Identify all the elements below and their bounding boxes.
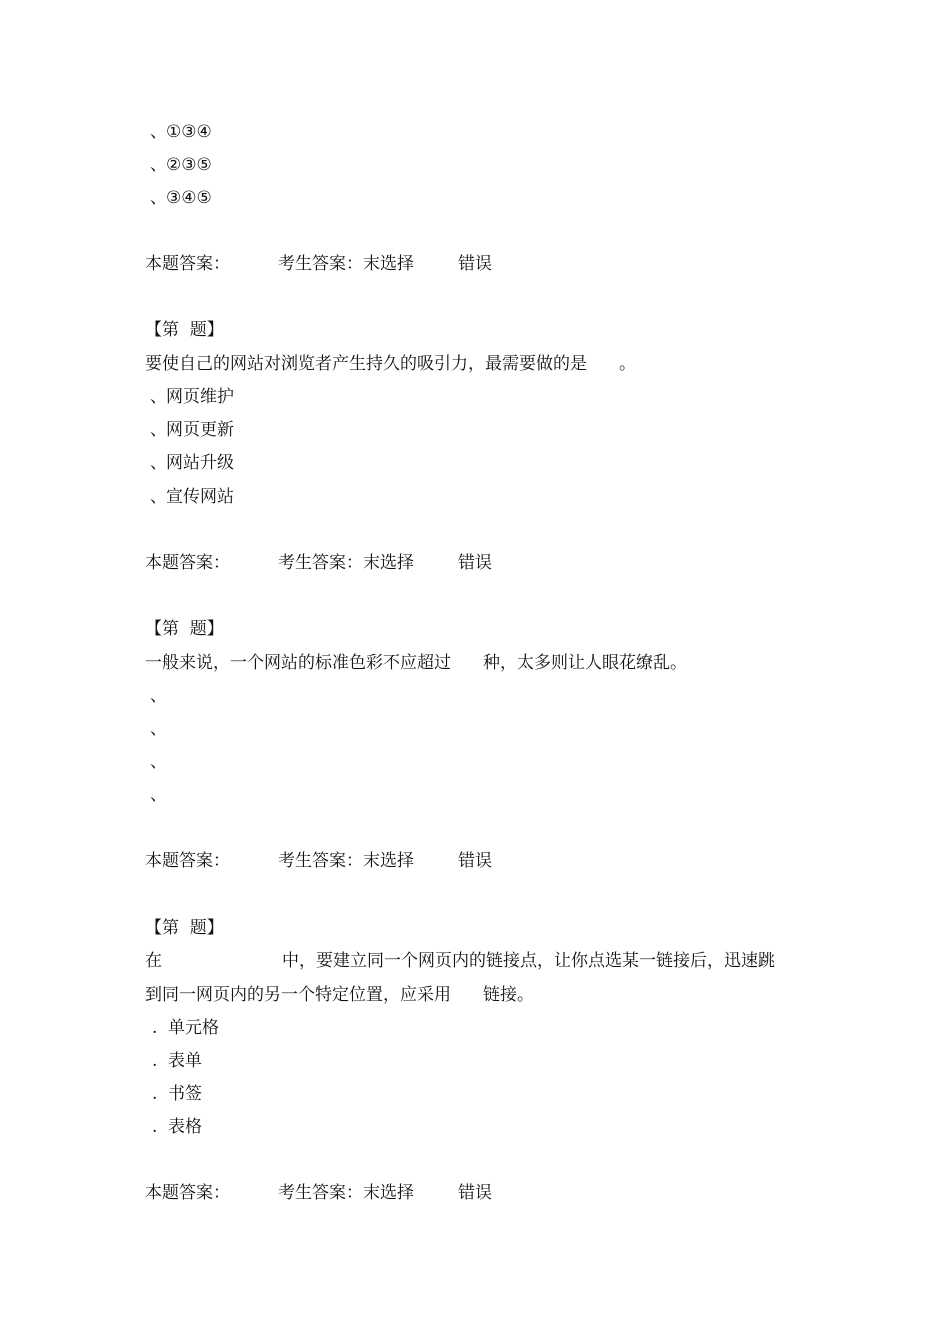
option-item: 、①③④ bbox=[150, 122, 212, 142]
answer-label: 本题答案： bbox=[145, 553, 230, 573]
student-answer: 考生答案：末选择 bbox=[278, 1183, 414, 1203]
option-item: 、 bbox=[150, 719, 167, 739]
student-answer: 考生答案：末选择 bbox=[278, 851, 414, 871]
question-stem: 一般来说，一个网站的标准色彩不应超过 种，太多则让人眼花缭乱。 bbox=[145, 653, 687, 673]
option-item: . 表格 bbox=[152, 1117, 202, 1137]
result-text: 错误 bbox=[458, 1183, 492, 1203]
option-item: 、②③⑤ bbox=[150, 155, 212, 175]
student-answer: 考生答案：末选择 bbox=[278, 553, 414, 573]
question-stem: 要使自己的网站对浏览者产生持久的吸引力，最需要做的是 。 bbox=[145, 354, 636, 374]
question-header: 【第 题】 bbox=[145, 320, 224, 340]
result-text: 错误 bbox=[458, 254, 492, 274]
question-header: 【第 题】 bbox=[145, 918, 224, 938]
option-item: . 书签 bbox=[152, 1084, 202, 1104]
option-item: 、网站升级 bbox=[150, 453, 234, 473]
option-item: 、宣传网站 bbox=[150, 487, 234, 507]
option-item: 、网页更新 bbox=[150, 420, 234, 440]
answer-label: 本题答案： bbox=[145, 1183, 230, 1203]
option-item: 、 bbox=[150, 785, 167, 805]
answer-row bbox=[145, 253, 492, 275]
question-stem: 在 中，要建立同一个网页内的链接点，让你点选某一链接后，迅速跳 bbox=[145, 951, 775, 971]
question-stem: 到同一网页内的另一个特定位置，应采用 链接。 bbox=[145, 985, 534, 1005]
option-item: 、③④⑤ bbox=[150, 188, 212, 208]
option-item: . 表单 bbox=[152, 1051, 202, 1071]
answer-row bbox=[145, 850, 492, 872]
option-item: 、网页维护 bbox=[150, 387, 234, 407]
option-item: 、 bbox=[150, 752, 167, 772]
question-header: 【第 题】 bbox=[145, 619, 224, 639]
result-text: 错误 bbox=[458, 851, 492, 871]
answer-row bbox=[145, 1182, 492, 1204]
answer-label: 本题答案： bbox=[145, 254, 230, 274]
result-text: 错误 bbox=[458, 553, 492, 573]
answer-row bbox=[145, 552, 492, 574]
option-item: 、 bbox=[150, 686, 167, 706]
student-answer: 考生答案：末选择 bbox=[278, 254, 414, 274]
option-item: . 单元格 bbox=[152, 1018, 219, 1038]
answer-label: 本题答案： bbox=[145, 851, 230, 871]
